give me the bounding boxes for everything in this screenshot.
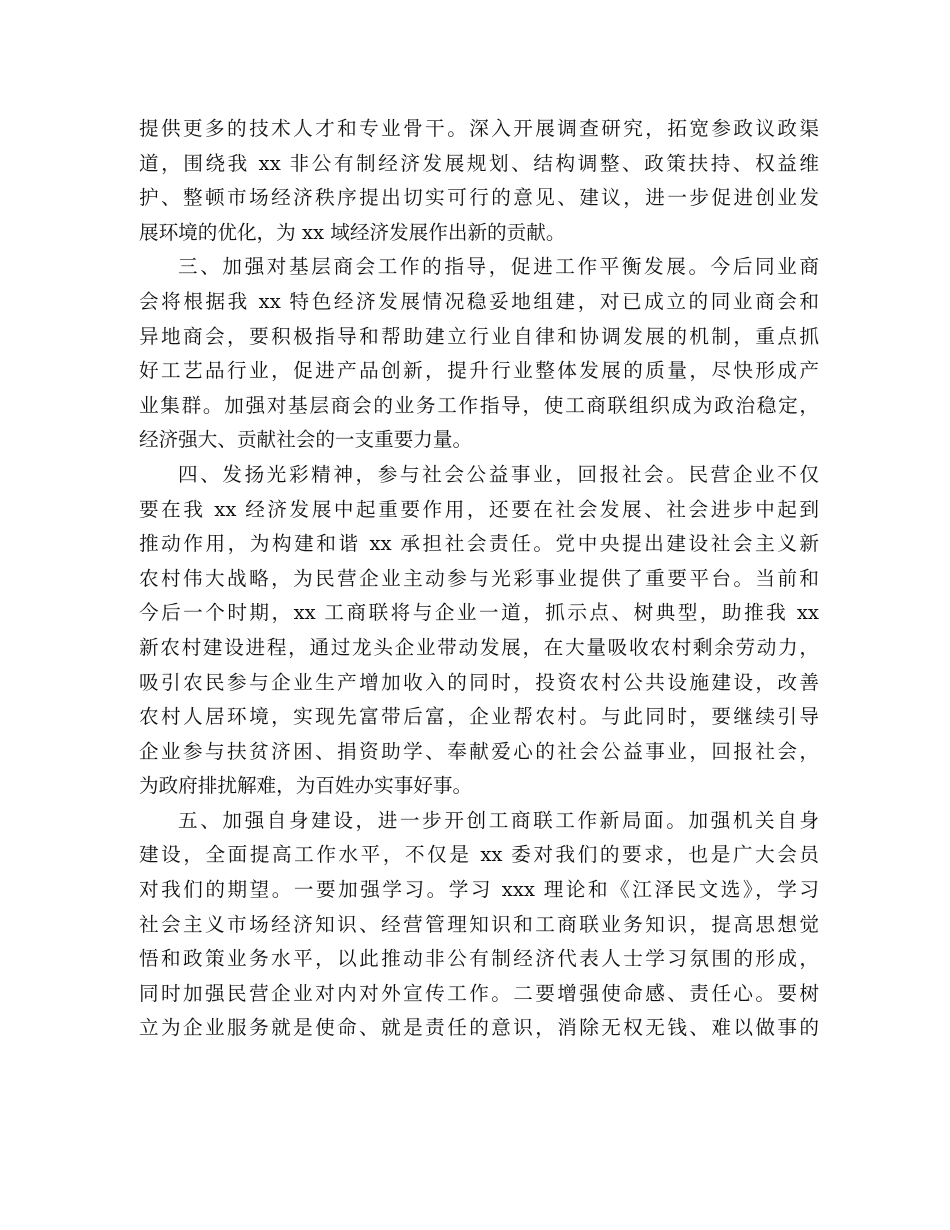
text-line: 今后一个时期，xx 工商联将与企业一道，抓示点、树典型，助推我 xx — [139, 601, 819, 625]
text-line: 农村伟大战略，为民营企业主动参与光彩事业提供了重要平台。当前和 — [139, 566, 819, 590]
text-line: 立为企业服务就是使命、就是责任的意识，消除无权无钱、难以做事的 — [139, 1016, 819, 1040]
paragraph-heading-line: 四、发扬光彩精神，参与社会公益事业，回报社会。民营企业不仅 — [178, 462, 819, 486]
text-line: 农村人居环境，实现先富带后富，企业帮农村。与此同时，要继续引导 — [139, 705, 819, 729]
text-line: 建设，全面提高工作水平，不仅是 xx 委对我们的要求，也是广大会员 — [139, 843, 819, 867]
document-body — [139, 112, 819, 1046]
text-line: 会将根据我 xx 特色经济发展情况稳妥地组建，对已成立的同业商会和 — [139, 289, 819, 313]
text-line: 好工艺品行业，促进产品创新，提升行业整体发展的质量，尽快形成产 — [139, 359, 819, 383]
text-line: 为政府排扰解难，为百姓办实事好事。 — [139, 774, 473, 798]
text-line: 吸引农民参与企业生产增加收入的同时，投资农村公共设施建设，改善 — [139, 670, 819, 694]
text-line: 同时加强民营企业对内对外宣传工作。二要增强使命感、责任心。要树 — [139, 981, 819, 1005]
text-line: 护、整顿市场经济秩序提出切实可行的意见、建议，进一步促进创业发 — [139, 186, 819, 210]
text-line: 道，围绕我 xx 非公有制经济发展规划、结构调整、政策扶持、权益维 — [139, 151, 819, 175]
text-line: 推动作用，为构建和谐 xx 承担社会责任。党中央提出建设社会主义新 — [139, 532, 819, 556]
text-line: 展环境的优化，为 xx 域经济发展作出新的贡献。 — [139, 220, 566, 244]
paragraph-heading-line: 三、加强对基层商会工作的指导，促进工作平衡发展。今后同业商 — [178, 255, 819, 279]
text-line: 经济强大、贡献社会的一支重要力量。 — [139, 428, 473, 452]
text-line: 新农村建设进程，通过龙头企业带动发展，在大量吸收农村剩余劳动力， — [139, 635, 819, 659]
text-line: 社会主义市场经济知识、经营管理知识和工商联业务知识，提高思想觉 — [139, 912, 819, 936]
text-line: 企业参与扶贫济困、捐资助学、奉献爱心的社会公益事业，回报社会， — [139, 739, 819, 763]
text-line: 提供更多的技术人才和专业骨干。深入开展调查研究，拓宽参政议政渠 — [139, 117, 819, 140]
text-line: 要在我 xx 经济发展中起重要作用，还要在社会发展、社会进步中起到 — [139, 497, 819, 521]
paragraph-heading-line: 五、加强自身建设，进一步开创工商联工作新局面。加强机关自身 — [178, 808, 819, 832]
text-line: 异地商会，要积极指导和帮助建立行业自律和协调发展的机制，重点抓 — [139, 324, 819, 348]
text-line: 对我们的期望。一要加强学习。学习 xxx 理论和《江泽民文选》，学习 — [139, 878, 819, 902]
text-line: 悟和政策业务水平，以此推动非公有制经济代表人士学习氛围的形成， — [139, 947, 819, 971]
text-line: 业集群。加强对基层商会的业务工作指导，使工商联组织成为政治稳定， — [139, 393, 819, 417]
